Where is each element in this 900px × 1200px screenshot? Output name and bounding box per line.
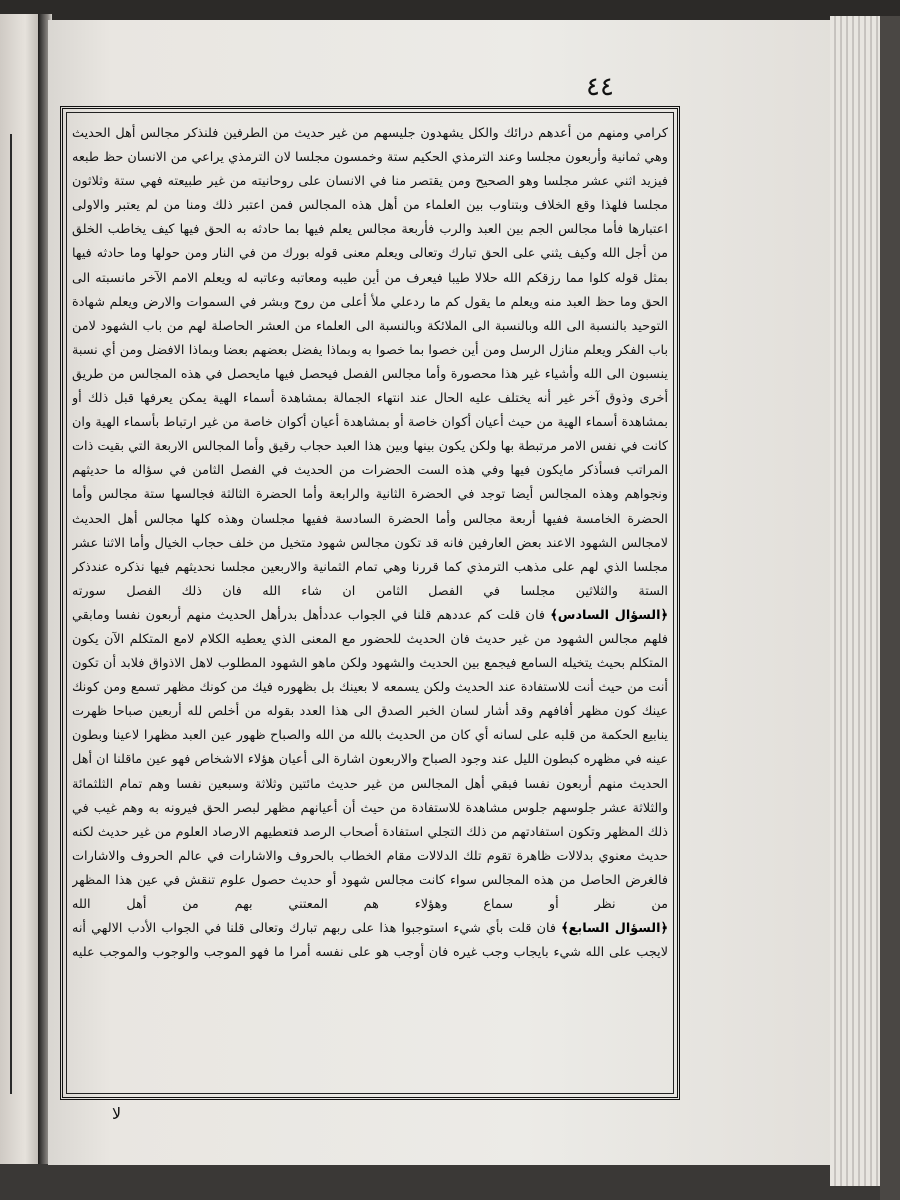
- background-band: [0, 0, 900, 22]
- section-heading: ﴿السؤال السادس﴾: [550, 607, 668, 623]
- main-text: [72, 122, 668, 1092]
- paragraph-text: فان قلت بأي شيء استوجبوا هذا على ربهم تبارك وتعالى قلنا في الجواب الأدب الالهي أنه لايجب على الله شيء بايجاب وجب غيره فان أوجب هو على نفسه أمرا ما فهو الموجب والوجوب والموجب عليه: [72, 921, 668, 961]
- paragraph-text: كرامي ومنهم من أعدهم درائك والكل يشهدون جليسهم من غير حديث من الطرفين فلنذكر مجالس أهل الحديث وهي ثمانية وأربعون مجلسا وعند الترمذي الحكيم ستة وخمسون مجلسا لان الترمذي يراعي من الانسان حظ طبعه فيزيد اثني عشر مجلسا وهو الصحيح ومن يقتصر منا في الانسان على روحانيته من غير طبيعته فهي ستة وثلاثون مجلسا فلهذا وقع الخلاف وبتناوب بين العلماء من أهل هذه المجالس فمن اعتبر ذلك ومنا من لم يعتبر والاولى اعتبارها فأما مجالس الجم بين العبد والرب فأربعة مجالس يعلم فيها بما حادثه به الحق فيها كيف يخاطب الخلق من أجل الله وكيف يثني على الحق تبارك وتعالى ويعلم معنى قوله بورك من في النار ومن حولها وما حادثه فيها بمثل قوله كلوا مما رزقكم الله حلالا طيبا فيعرف من أين طيبه ومعاتبه وعاتبه له ويعلم الامم الآخر مانسبته الى الحق وما حظ العبد منه ويعلم ما يقول كم ما ردعلي ملأ أعلى من روح وبشر في السموات والارض ويعلم شهادة التوحيد بالنسبة الى الله وبالنسبة الى الملائكة وبالنسبة الى العلماء من العشر الحاصلة لهم من باب الشهود لامن باب الفكر ويعلم منازل الرسل ومن أين خصوا بما خصوا به وبماذا يفضل بعضهم بعضا وبماذا الافضل ومن أي نسبة ينسبون الى الله وأشياء غير هذا محصورة وأما مجالس الفصل فيحصل فيها مايحصل في هذه المجالس من طريق أخرى وذوق آخر غير أنه يختلف عليه الحال عند انتهاء الجمالة بمشاهدة أسماء الهية يمكن يعرفها قبل ذلك أو بمشاهدة أسماء الهية من حيث أعيان أكوان خاصة أو بمشاهدة أعيان أكوان خاصة من غير ارتباط بأسماء الهية وان كانت في نفس الامر مرتبطة بها ولكن يكون بينها وبين هذا العبد حجاب رقيق وأما المجالس الاربعة التي بقيت ذات المراتب فسأذكر مايكون فيها وفي هذه الست الحضرات من الحديث في الفصل الثامن في سؤاله ما حديثهم ونجواهم وهذه المجالس أيضا توجد في الحضرة الثانية والرابعة وأما الحضرة الثالثة فجالسها ستة مجالس وأما الحضرة الخامسة ففيها أربعة مجالس وأما الحضرة السادسة ففيها مجلسان وهذه كلها مجالس أهل الحديث لامجالس الشهود الاعند بعض العارفين فانه قد تكون مجالس شهود متخيل من خلف حجاب الخيال وأما الاثنا عشر مجلسا الذي لهم على مذهب الترمذي كما قررنا وهي تمام الثمانية والاربعين مجلسا نحديثهم فيها نذكره عندذكر الستة والثلاثين مجلسا في الفصل الثامن ان شاء الله فان ذلك الفصل سورته: [72, 126, 668, 599]
- heading-label: السؤال السابع: [568, 921, 661, 937]
- paragraph-2: [72, 604, 668, 917]
- page-edges: [830, 16, 882, 1186]
- previous-page-border: [0, 134, 12, 1094]
- paragraph-text: فان قلت كم عددهم قلنا في الجواب عددأهل بدرأهل الحديث منهم أربعون نفسا ومابقي فلهم مجالس الشهود من غير حديث فان الحديث للحضور مع المعنى الذي يعطيه الكلام لامع المتكلم الآن يكون المتكلم بحيث يتخيله السامع فيجمع بين الحديث والشهود ولكن ماهو الشهود المطلوب لاهل الاذواق فلابد أن تكون أنت من حيث أنت للاستفادة عند الحديث ولكن يسمعه لا بعينك بل بظهوره فيك من كونك مظهر تسمع ومن كونك عينك كون مظهر أفافهم وقد أشار لسان الخبر الصدق الى هذا العدد بقوله من أخلص لله أربعين صباحا ظهرت ينابيع الحكمة من قلبه على لسانه أي كان من الحديث بالله من الله والصباح ظهور عين العبد مظهرا لاعينا وبطون عينه في مظهره كبطون الليل عند وجود الصباح والاربعون اشارة الى أعيان هؤلاء الاشخاص فهو عين ماقلنا ان أهل الحديث منهم أربعون نفسا فبقي أهل المجالس من غير حديث مائتين وثلاثة وسبعين نفسا وهم تمام الثلثمائة والثلاثة عشر جلوسهم جلوس مشاهدة للاستفادة من حيث أن أعيانهم مظهر لبصر الحق فيرونه به وهم غيب في ذلك المظهر وتكون استفادتهم من ذلك التجلي استفادة أصحاب الرصد فتعطيهم الارصاد العلوم من غير حديث لكنه حديث معنوي بدلالات ظاهرة تقوم تلك الدلالات مقام الخطاب بالحروف والاشارات في عالم الحروف والاشارات فالغرض الحاصل من هذه المجالس سواء كانت مجالس شهود أو حديث حصول علوم تنقش في عين هذا المظهر من نظر أو سماع وهؤلاء هم المعتني بهم من أهل الله: [72, 607, 668, 912]
- section-heading: ﴿السؤال السابع﴾: [561, 921, 668, 937]
- previous-page-edge: [0, 14, 42, 1164]
- paragraph-3: [72, 917, 668, 965]
- footer-mark: لا: [112, 1104, 122, 1123]
- page-edges-shadow: [880, 16, 900, 1200]
- page-number: ٤٤: [586, 72, 614, 102]
- paragraph-1: [72, 122, 668, 604]
- heading-label: السؤال السادس: [557, 607, 661, 623]
